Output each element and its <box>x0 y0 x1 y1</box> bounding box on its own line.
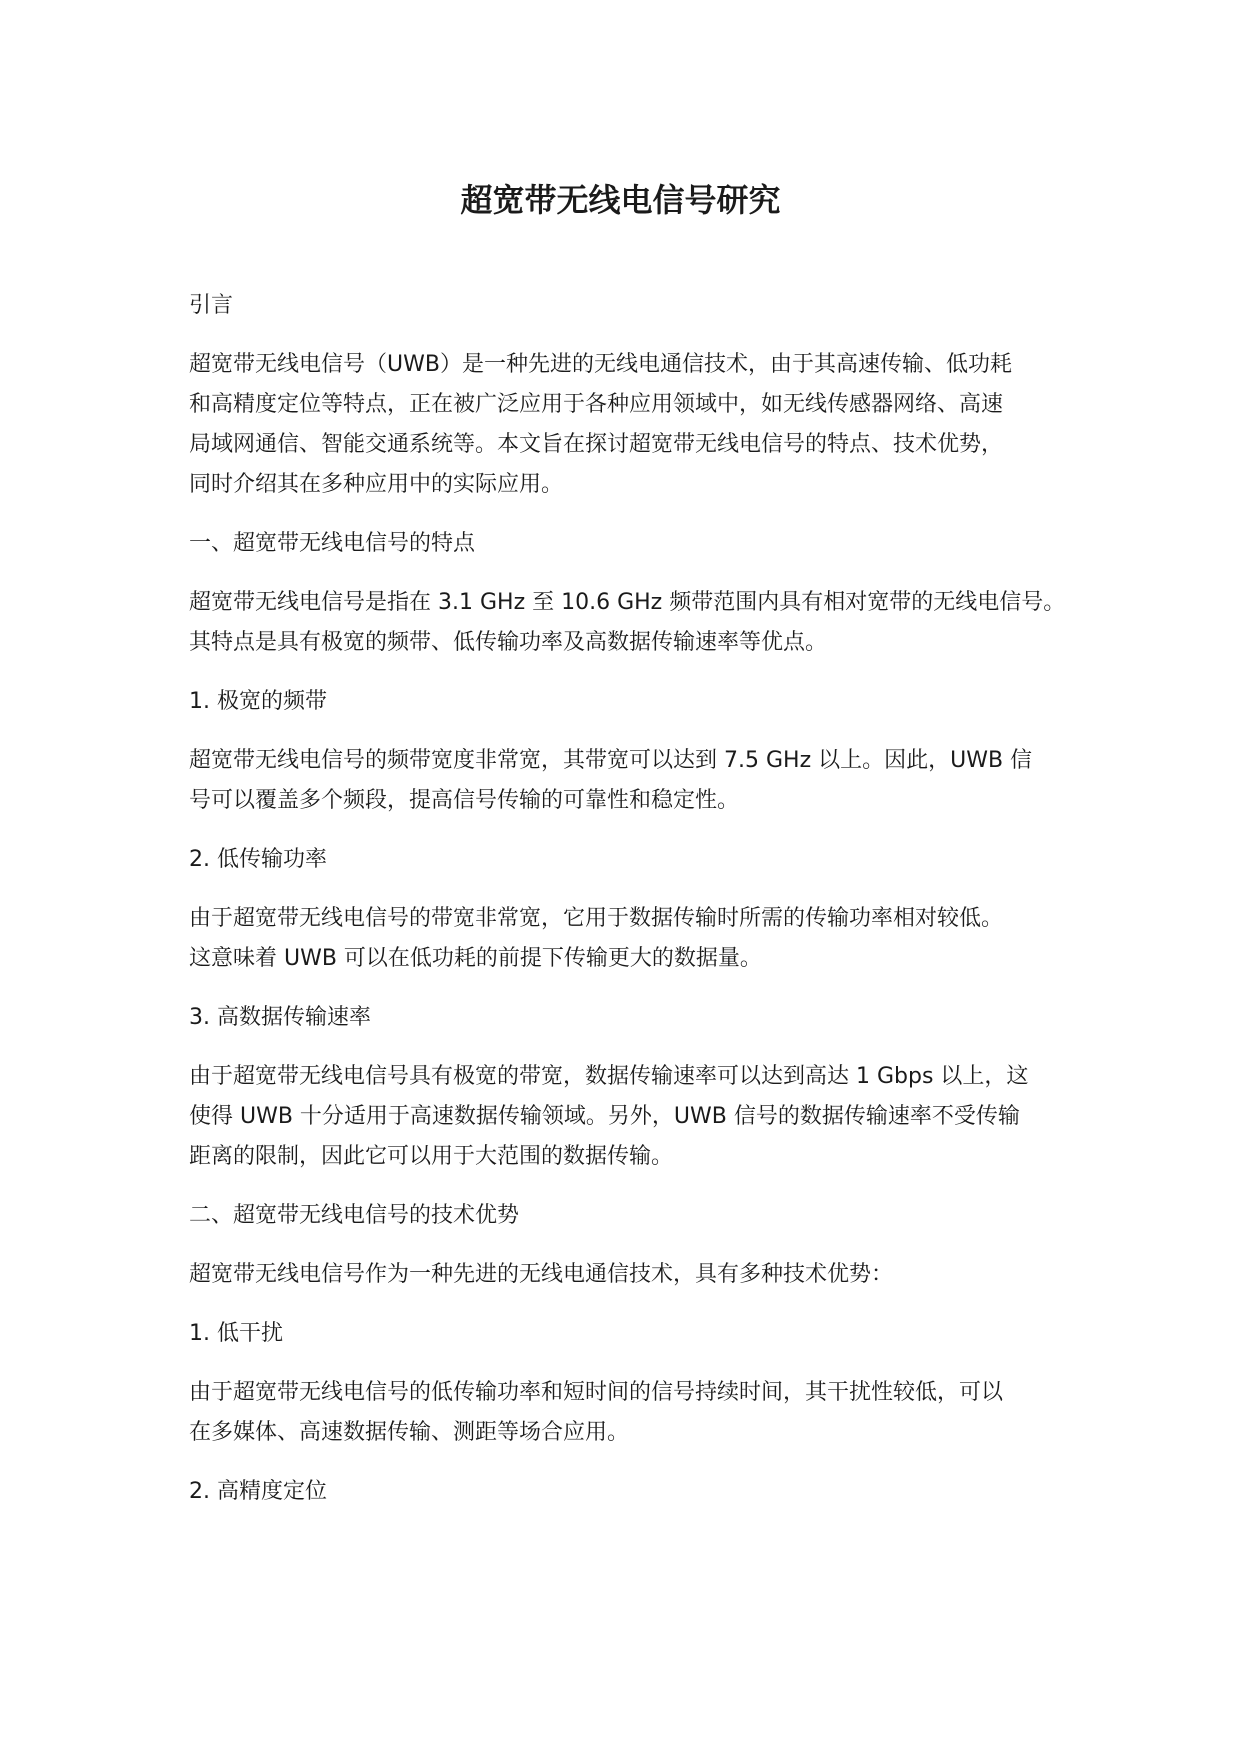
text-line: 超宽带无线电信号（UWB）是一种先进的无线电通信技术，由于其高速传输、低功耗 <box>189 352 1012 377</box>
section-heading <box>189 1472 1069 1512</box>
body-paragraph <box>189 1255 1069 1295</box>
text-line: 2. 低传输功率 <box>189 847 327 872</box>
section-heading <box>189 524 1069 564</box>
text-line: 超宽带无线电信号是指在 3.1 GHz 至 10.6 GHz 频带范围内具有相对宽带的无线电信号。 <box>189 590 1066 615</box>
section-heading <box>189 840 1069 880</box>
section-heading <box>189 286 1069 326</box>
text-line: 由于超宽带无线电信号具有极宽的带宽，数据传输速率可以达到高达 1 Gbps 以上，这 <box>189 1064 1029 1089</box>
text-line: 和高精度定位等特点，正在被广泛应用于各种应用领域中，如无线传感器网络、高速 <box>189 392 1004 417</box>
document-title: 超宽带无线电信号研究 <box>460 181 781 219</box>
text-line: 由于超宽带无线电信号的带宽非常宽，它用于数据传输时所需的传输功率相对较低。 <box>189 906 1004 931</box>
text-line: 2. 高精度定位 <box>189 1479 327 1504</box>
text-line: 由于超宽带无线电信号的低传输功率和短时间的信号持续时间，其干扰性较低，可以 <box>189 1380 1004 1405</box>
text-line: 局域网通信、智能交通系统等。本文旨在探讨超宽带无线电信号的特点、技术优势， <box>189 432 1004 457</box>
section-heading <box>189 1196 1069 1236</box>
text-line: 其特点是具有极宽的频带、低传输功率及高数据传输速率等优点。 <box>189 630 828 655</box>
body-paragraph <box>189 583 1069 663</box>
text-line: 1. 低干扰 <box>189 1321 283 1346</box>
text-line: 引言 <box>189 293 234 318</box>
text-line: 超宽带无线电信号作为一种先进的无线电通信技术，具有多种技术优势： <box>189 1262 894 1287</box>
section-heading <box>189 1314 1069 1354</box>
text-line: 距离的限制，因此它可以用于大范围的数据传输。 <box>189 1144 674 1169</box>
text-line: 超宽带无线电信号的频带宽度非常宽，其带宽可以达到 7.5 GHz 以上。因此，UWB 信 <box>189 748 1033 773</box>
body-paragraph <box>189 1373 1069 1453</box>
text-line: 一、超宽带无线电信号的特点 <box>189 531 476 556</box>
text-line: 使得 UWB 十分适用于高速数据传输领域。另外，UWB 信号的数据传输速率不受传输 <box>189 1104 1020 1129</box>
document-body <box>189 286 1069 1531</box>
text-line: 在多媒体、高速数据传输、测距等场合应用。 <box>189 1420 630 1445</box>
text-line: 1. 极宽的频带 <box>189 689 327 714</box>
text-line: 号可以覆盖多个频段，提高信号传输的可靠性和稳定性。 <box>189 788 740 813</box>
text-line: 同时介绍其在多种应用中的实际应用。 <box>189 472 564 497</box>
body-paragraph <box>189 1057 1069 1177</box>
body-paragraph <box>189 741 1069 821</box>
body-paragraph <box>189 899 1069 979</box>
section-heading <box>189 682 1069 722</box>
text-line: 3. 高数据传输速率 <box>189 1005 371 1030</box>
section-heading <box>189 998 1069 1038</box>
body-paragraph <box>189 345 1069 505</box>
text-line: 二、超宽带无线电信号的技术优势 <box>189 1203 520 1228</box>
text-line: 这意味着 UWB 可以在低功耗的前提下传输更大的数据量。 <box>189 946 762 971</box>
